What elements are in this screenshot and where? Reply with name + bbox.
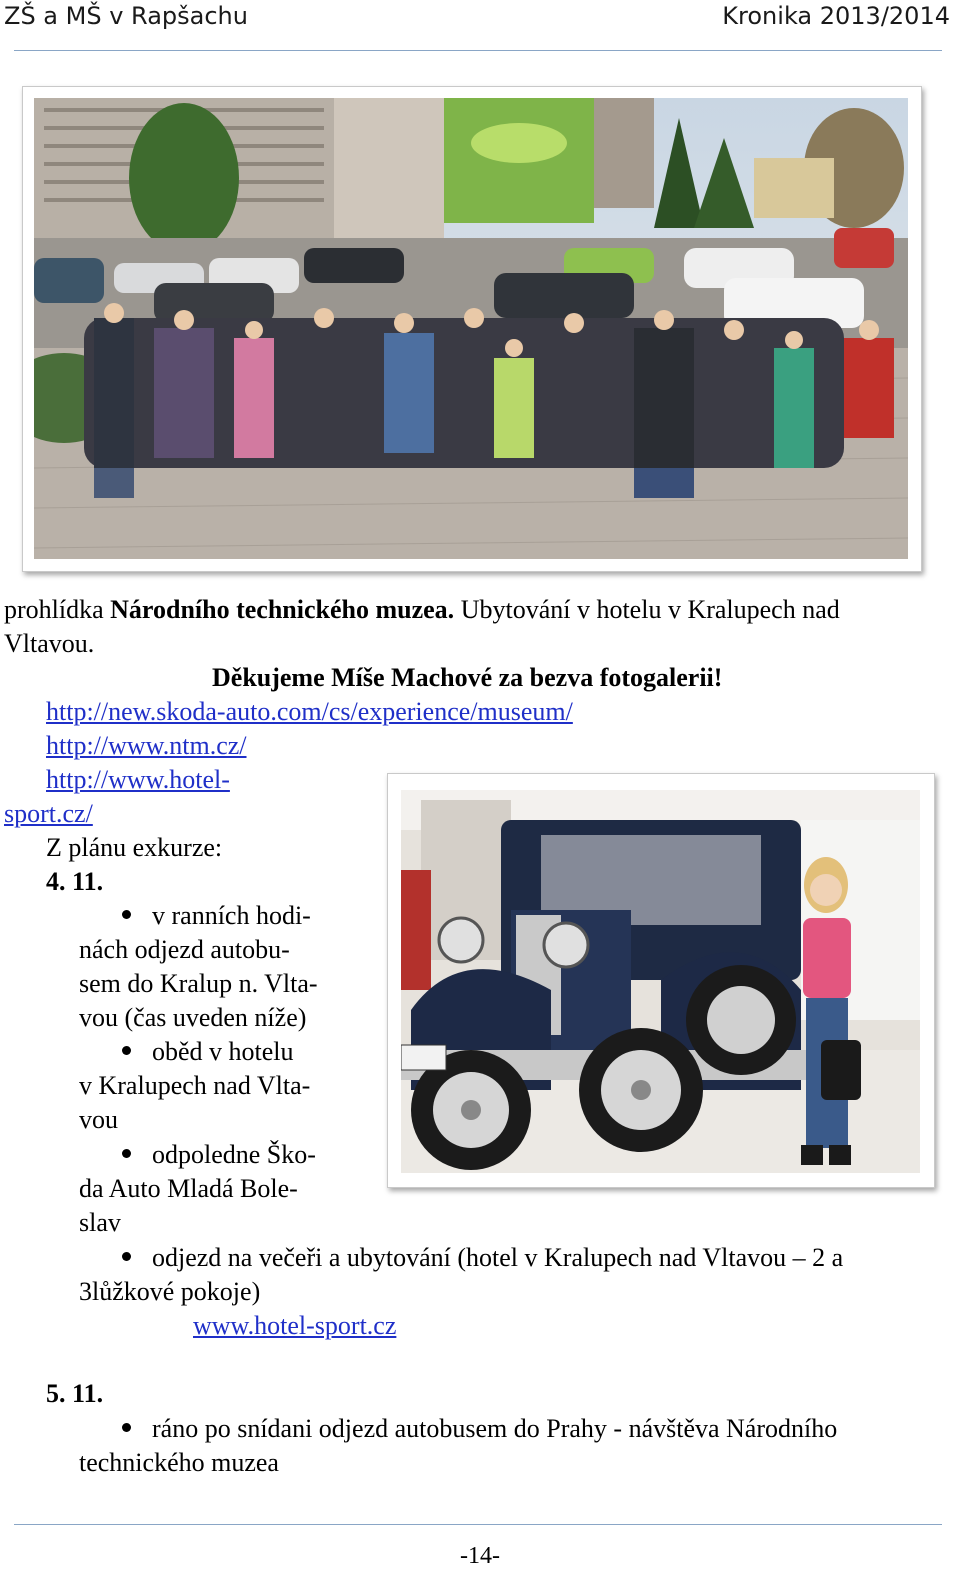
ntm-link[interactable]: http://www.ntm.cz/ — [46, 731, 247, 760]
car-photo-frame — [387, 773, 935, 1188]
day-1-date: 4. 11. — [46, 867, 104, 896]
bullet-dot — [122, 1252, 131, 1261]
intro-text-b: Ubytování v hotelu v Kralupech nad — [454, 595, 840, 624]
intro-museum-name: Národního technického muzea. — [110, 595, 455, 624]
bullet-1-line-2: nách odjezd autobu- — [79, 935, 290, 964]
intro-text-a: prohlídka — [4, 595, 111, 624]
hotel-sport-link[interactable]: www.hotel-sport.cz — [193, 1311, 397, 1340]
bullet-2-line-2: v Kralupech nad Vlta- — [79, 1071, 311, 1100]
bullet-4-line-2: 3lůžkové pokoje) — [79, 1277, 261, 1306]
vintage-car-illustration — [401, 790, 920, 1173]
page-number: -14- — [460, 1543, 500, 1569]
bullet-2-line-3: vou — [79, 1105, 118, 1134]
bullet-3-line-2: da Auto Mladá Bole- — [79, 1174, 298, 1203]
header-school-name: ZŠ a MŠ v Rapšachu — [4, 2, 248, 30]
group-photo — [34, 98, 908, 559]
hotel-link-part-1[interactable]: http://www.hotel- — [46, 765, 230, 794]
bullet-4-line-1: odjezd na večeři a ubytování (hotel v Kralupech nad Vltavou – 2 a — [152, 1243, 844, 1272]
intro-line-1 — [4, 593, 840, 627]
vintage-car-photo — [401, 790, 920, 1173]
bullet-2-line-1: oběd v hotelu — [152, 1037, 294, 1066]
bullet-1-line-1: v ranních hodi- — [152, 901, 311, 930]
day-2-bullet-line-1: ráno po snídani odjezd autobusem do Prahy - návštěva Národního — [152, 1414, 838, 1443]
day-2-bullet-line-2: technického muzea — [79, 1448, 279, 1477]
hotel-link-part-2[interactable]: sport.cz/ — [4, 799, 93, 828]
plan-title: Z plánu exkurze: — [46, 833, 223, 862]
bullet-1-line-4: vou (čas uveden níže) — [79, 1003, 307, 1032]
header-chronicle-title: Kronika 2013/2014 — [722, 2, 950, 30]
group-photo-frame — [22, 86, 922, 572]
bullet-1-line-3: sem do Kralup n. Vlta- — [79, 969, 318, 998]
bullet-3-line-1: odpoledne Ško- — [152, 1140, 316, 1169]
bullet-3-line-3: slav — [79, 1208, 121, 1237]
group-photo-illustration — [34, 98, 908, 559]
bullet-dot — [122, 1046, 131, 1055]
bullet-dot — [122, 1149, 131, 1158]
thanks-line: Děkujeme Míše Machové za bezva fotogalerii! — [212, 663, 723, 692]
bullet-dot — [122, 1423, 131, 1432]
header-divider — [14, 50, 942, 51]
skoda-museum-link[interactable]: http://new.skoda-auto.com/cs/experience/museum/ — [46, 697, 573, 726]
footer-divider — [14, 1524, 942, 1525]
day-2-date: 5. 11. — [46, 1379, 104, 1408]
intro-line-2: Vltavou. — [4, 629, 95, 658]
bullet-dot — [122, 910, 131, 919]
